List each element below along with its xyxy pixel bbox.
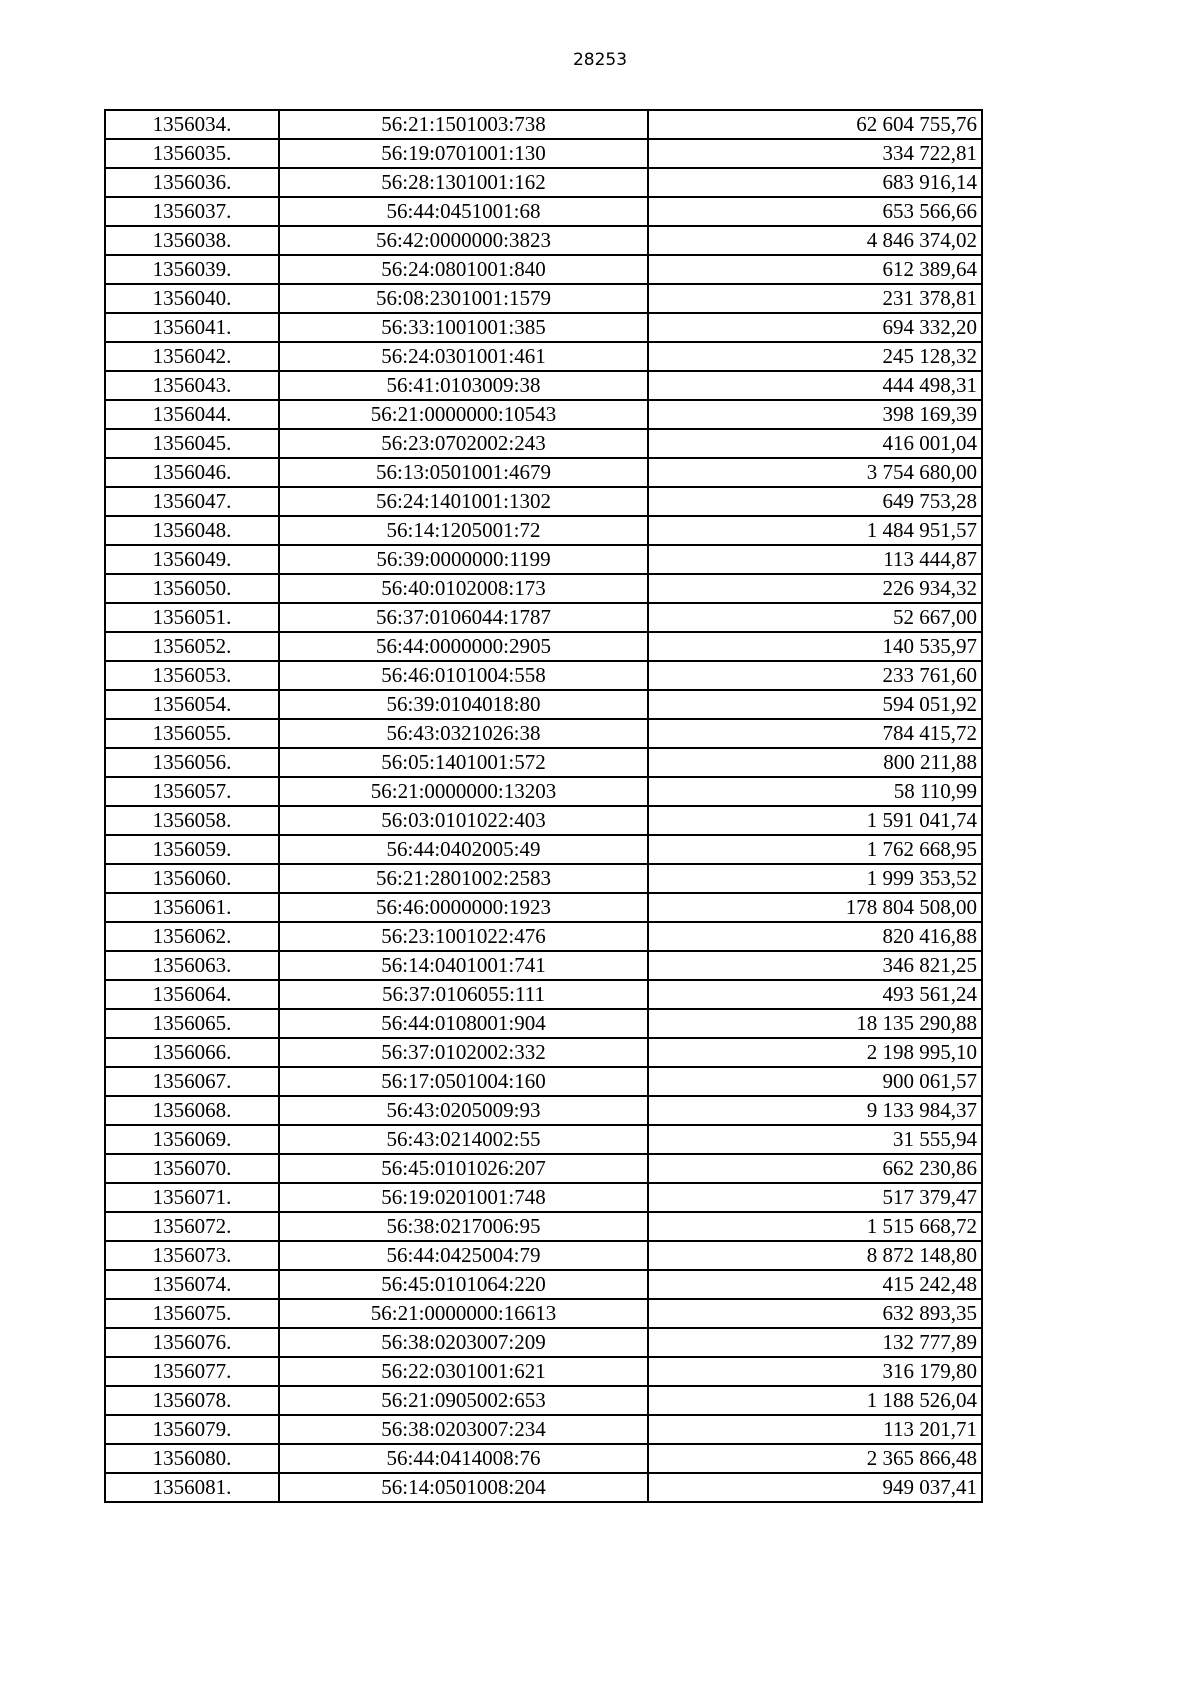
cadastral-value-cell: 2 198 995,10 bbox=[648, 1038, 982, 1067]
row-number-cell: 1356034. bbox=[105, 110, 279, 139]
cadastral-number-cell: 56:40:0102008:173 bbox=[279, 574, 648, 603]
cadastral-number-cell: 56:21:2801002:2583 bbox=[279, 864, 648, 893]
row-number-cell: 1356058. bbox=[105, 806, 279, 835]
table-row bbox=[105, 1328, 982, 1357]
row-number-cell: 1356078. bbox=[105, 1386, 279, 1415]
cadastral-value-cell: 398 169,39 bbox=[648, 400, 982, 429]
row-number-cell: 1356080. bbox=[105, 1444, 279, 1473]
cadastral-value-cell: 245 128,32 bbox=[648, 342, 982, 371]
cadastral-number-cell: 56:38:0203007:234 bbox=[279, 1415, 648, 1444]
table-row bbox=[105, 806, 982, 835]
cadastral-value-cell: 444 498,31 bbox=[648, 371, 982, 400]
row-number-cell: 1356048. bbox=[105, 516, 279, 545]
row-number-cell: 1356040. bbox=[105, 284, 279, 313]
cadastral-number-cell: 56:38:0203007:209 bbox=[279, 1328, 648, 1357]
cadastral-value-cell: 1 515 668,72 bbox=[648, 1212, 982, 1241]
table-row bbox=[105, 574, 982, 603]
cadastral-number-cell: 56:44:0402005:49 bbox=[279, 835, 648, 864]
table-row bbox=[105, 226, 982, 255]
page-number: 28253 bbox=[572, 50, 628, 70]
cadastral-number-cell: 56:21:0000000:10543 bbox=[279, 400, 648, 429]
row-number-cell: 1356042. bbox=[105, 342, 279, 371]
cadastral-value-cell: 1 762 668,95 bbox=[648, 835, 982, 864]
table-row bbox=[105, 516, 982, 545]
cadastral-number-cell: 56:44:0000000:2905 bbox=[279, 632, 648, 661]
table-row bbox=[105, 255, 982, 284]
cadastral-value-cell: 653 566,66 bbox=[648, 197, 982, 226]
cadastral-value-cell: 132 777,89 bbox=[648, 1328, 982, 1357]
cadastral-number-cell: 56:21:0000000:16613 bbox=[279, 1299, 648, 1328]
row-number-cell: 1356077. bbox=[105, 1357, 279, 1386]
row-number-cell: 1356052. bbox=[105, 632, 279, 661]
table-row bbox=[105, 1473, 982, 1502]
row-number-cell: 1356059. bbox=[105, 835, 279, 864]
table-row bbox=[105, 458, 982, 487]
cadastral-value-cell: 3 754 680,00 bbox=[648, 458, 982, 487]
row-number-cell: 1356060. bbox=[105, 864, 279, 893]
row-number-cell: 1356036. bbox=[105, 168, 279, 197]
row-number-cell: 1356054. bbox=[105, 690, 279, 719]
table-row bbox=[105, 139, 982, 168]
cadastral-value-cell: 113 444,87 bbox=[648, 545, 982, 574]
cadastral-number-cell: 56:39:0000000:1199 bbox=[279, 545, 648, 574]
table-row bbox=[105, 342, 982, 371]
row-number-cell: 1356066. bbox=[105, 1038, 279, 1067]
cadastral-number-cell: 56:23:1001022:476 bbox=[279, 922, 648, 951]
cadastral-number-cell: 56:03:0101022:403 bbox=[279, 806, 648, 835]
cadastral-value-cell: 1 188 526,04 bbox=[648, 1386, 982, 1415]
table-row bbox=[105, 922, 982, 951]
cadastral-value-cell: 113 201,71 bbox=[648, 1415, 982, 1444]
row-number-cell: 1356071. bbox=[105, 1183, 279, 1212]
cadastral-number-cell: 56:38:0217006:95 bbox=[279, 1212, 648, 1241]
cadastral-value-cell: 662 230,86 bbox=[648, 1154, 982, 1183]
table-row bbox=[105, 603, 982, 632]
cadastral-value-cell: 2 365 866,48 bbox=[648, 1444, 982, 1473]
cadastral-number-cell: 56:17:0501004:160 bbox=[279, 1067, 648, 1096]
table-row bbox=[105, 980, 982, 1009]
cadastral-value-cell: 493 561,24 bbox=[648, 980, 982, 1009]
row-number-cell: 1356061. bbox=[105, 893, 279, 922]
table-body bbox=[105, 110, 982, 1502]
table-row bbox=[105, 748, 982, 777]
row-number-cell: 1356074. bbox=[105, 1270, 279, 1299]
row-number-cell: 1356063. bbox=[105, 951, 279, 980]
cadastral-number-cell: 56:13:0501001:4679 bbox=[279, 458, 648, 487]
row-number-cell: 1356038. bbox=[105, 226, 279, 255]
row-number-cell: 1356043. bbox=[105, 371, 279, 400]
table-row bbox=[105, 197, 982, 226]
cadastral-value-cell: 4 846 374,02 bbox=[648, 226, 982, 255]
row-number-cell: 1356055. bbox=[105, 719, 279, 748]
cadastral-number-cell: 56:44:0451001:68 bbox=[279, 197, 648, 226]
row-number-cell: 1356057. bbox=[105, 777, 279, 806]
cadastral-number-cell: 56:19:0701001:130 bbox=[279, 139, 648, 168]
row-number-cell: 1356051. bbox=[105, 603, 279, 632]
table-row bbox=[105, 110, 982, 139]
row-number-cell: 1356076. bbox=[105, 1328, 279, 1357]
row-number-cell: 1356072. bbox=[105, 1212, 279, 1241]
cadastral-value-cell: 31 555,94 bbox=[648, 1125, 982, 1154]
table-row bbox=[105, 777, 982, 806]
row-number-cell: 1356037. bbox=[105, 197, 279, 226]
row-number-cell: 1356064. bbox=[105, 980, 279, 1009]
cadastral-number-cell: 56:05:1401001:572 bbox=[279, 748, 648, 777]
row-number-cell: 1356075. bbox=[105, 1299, 279, 1328]
cadastral-number-cell: 56:46:0000000:1923 bbox=[279, 893, 648, 922]
cadastral-number-cell: 56:39:0104018:80 bbox=[279, 690, 648, 719]
table-row bbox=[105, 1299, 982, 1328]
cadastral-number-cell: 56:42:0000000:3823 bbox=[279, 226, 648, 255]
table-row bbox=[105, 893, 982, 922]
table-row bbox=[105, 1241, 982, 1270]
row-number-cell: 1356049. bbox=[105, 545, 279, 574]
table-row bbox=[105, 835, 982, 864]
table-row bbox=[105, 1067, 982, 1096]
table-row bbox=[105, 719, 982, 748]
table-row bbox=[105, 1125, 982, 1154]
cadastral-number-cell: 56:37:0106044:1787 bbox=[279, 603, 648, 632]
cadastral-number-cell: 56:14:0501008:204 bbox=[279, 1473, 648, 1502]
cadastral-number-cell: 56:43:0205009:93 bbox=[279, 1096, 648, 1125]
cadastral-number-cell: 56:24:0301001:461 bbox=[279, 342, 648, 371]
row-number-cell: 1356046. bbox=[105, 458, 279, 487]
table-row bbox=[105, 284, 982, 313]
row-number-cell: 1356062. bbox=[105, 922, 279, 951]
table-row bbox=[105, 1357, 982, 1386]
cadastral-value-cell: 1 591 041,74 bbox=[648, 806, 982, 835]
cadastral-value-cell: 900 061,57 bbox=[648, 1067, 982, 1096]
cadastral-value-cell: 316 179,80 bbox=[648, 1357, 982, 1386]
row-number-cell: 1356053. bbox=[105, 661, 279, 690]
row-number-cell: 1356069. bbox=[105, 1125, 279, 1154]
cadastral-value-cell: 1 484 951,57 bbox=[648, 516, 982, 545]
table-row bbox=[105, 487, 982, 516]
table-row bbox=[105, 864, 982, 893]
cadastral-number-cell: 56:21:1501003:738 bbox=[279, 110, 648, 139]
cadastral-value-cell: 683 916,14 bbox=[648, 168, 982, 197]
cadastral-value-cell: 820 416,88 bbox=[648, 922, 982, 951]
cadastral-value-cell: 1 999 353,52 bbox=[648, 864, 982, 893]
cadastral-value-cell: 9 133 984,37 bbox=[648, 1096, 982, 1125]
table-row bbox=[105, 400, 982, 429]
cadastral-value-cell: 632 893,35 bbox=[648, 1299, 982, 1328]
row-number-cell: 1356041. bbox=[105, 313, 279, 342]
table-row bbox=[105, 1212, 982, 1241]
cadastral-number-cell: 56:37:0106055:111 bbox=[279, 980, 648, 1009]
row-number-cell: 1356039. bbox=[105, 255, 279, 284]
cadastral-value-cell: 8 872 148,80 bbox=[648, 1241, 982, 1270]
cadastral-value-cell: 800 211,88 bbox=[648, 748, 982, 777]
cadastral-number-cell: 56:21:0000000:13203 bbox=[279, 777, 648, 806]
cadastral-number-cell: 56:21:0905002:653 bbox=[279, 1386, 648, 1415]
cadastral-number-cell: 56:45:0101026:207 bbox=[279, 1154, 648, 1183]
table-row bbox=[105, 168, 982, 197]
table-row bbox=[105, 371, 982, 400]
row-number-cell: 1356070. bbox=[105, 1154, 279, 1183]
cadastral-number-cell: 56:23:0702002:243 bbox=[279, 429, 648, 458]
cadastral-value-cell: 140 535,97 bbox=[648, 632, 982, 661]
cadastral-number-cell: 56:14:1205001:72 bbox=[279, 516, 648, 545]
cadastral-number-cell: 56:33:1001001:385 bbox=[279, 313, 648, 342]
row-number-cell: 1356045. bbox=[105, 429, 279, 458]
table-row bbox=[105, 1444, 982, 1473]
table-row bbox=[105, 1270, 982, 1299]
row-number-cell: 1356068. bbox=[105, 1096, 279, 1125]
cadastral-value-cell: 784 415,72 bbox=[648, 719, 982, 748]
table-row bbox=[105, 1154, 982, 1183]
row-number-cell: 1356073. bbox=[105, 1241, 279, 1270]
table-row bbox=[105, 690, 982, 719]
table-row bbox=[105, 1415, 982, 1444]
cadastral-value-cell: 415 242,48 bbox=[648, 1270, 982, 1299]
cadastral-value-cell: 178 804 508,00 bbox=[648, 893, 982, 922]
cadastral-number-cell: 56:24:1401001:1302 bbox=[279, 487, 648, 516]
row-number-cell: 1356067. bbox=[105, 1067, 279, 1096]
cadastral-value-cell: 517 379,47 bbox=[648, 1183, 982, 1212]
cadastral-value-cell: 694 332,20 bbox=[648, 313, 982, 342]
table-row bbox=[105, 661, 982, 690]
cadastral-value-cell: 949 037,41 bbox=[648, 1473, 982, 1502]
cadastral-number-cell: 56:45:0101064:220 bbox=[279, 1270, 648, 1299]
cadastral-value-cell: 226 934,32 bbox=[648, 574, 982, 603]
cadastral-number-cell: 56:44:0414008:76 bbox=[279, 1444, 648, 1473]
row-number-cell: 1356050. bbox=[105, 574, 279, 603]
row-number-cell: 1356047. bbox=[105, 487, 279, 516]
table-row bbox=[105, 313, 982, 342]
cadastral-number-cell: 56:24:0801001:840 bbox=[279, 255, 648, 284]
cadastral-number-cell: 56:43:0214002:55 bbox=[279, 1125, 648, 1154]
cadastral-value-cell: 233 761,60 bbox=[648, 661, 982, 690]
row-number-cell: 1356065. bbox=[105, 1009, 279, 1038]
cadastral-number-cell: 56:22:0301001:621 bbox=[279, 1357, 648, 1386]
row-number-cell: 1356079. bbox=[105, 1415, 279, 1444]
table-row bbox=[105, 1386, 982, 1415]
table-row bbox=[105, 1009, 982, 1038]
cadastral-number-cell: 56:08:2301001:1579 bbox=[279, 284, 648, 313]
row-number-cell: 1356044. bbox=[105, 400, 279, 429]
cadastral-number-cell: 56:44:0108001:904 bbox=[279, 1009, 648, 1038]
table-row bbox=[105, 545, 982, 574]
cadastral-number-cell: 56:44:0425004:79 bbox=[279, 1241, 648, 1270]
cadastral-number-cell: 56:14:0401001:741 bbox=[279, 951, 648, 980]
cadastral-value-cell: 334 722,81 bbox=[648, 139, 982, 168]
cadastral-value-cell: 231 378,81 bbox=[648, 284, 982, 313]
table-row bbox=[105, 1038, 982, 1067]
cadastral-value-cell: 58 110,99 bbox=[648, 777, 982, 806]
cadastral-value-table bbox=[104, 109, 983, 1503]
cadastral-number-cell: 56:46:0101004:558 bbox=[279, 661, 648, 690]
cadastral-value-cell: 346 821,25 bbox=[648, 951, 982, 980]
cadastral-value-cell: 612 389,64 bbox=[648, 255, 982, 284]
cadastral-value-cell: 52 667,00 bbox=[648, 603, 982, 632]
row-number-cell: 1356081. bbox=[105, 1473, 279, 1502]
cadastral-number-cell: 56:41:0103009:38 bbox=[279, 371, 648, 400]
table-row bbox=[105, 429, 982, 458]
table-row bbox=[105, 632, 982, 661]
cadastral-number-cell: 56:37:0102002:332 bbox=[279, 1038, 648, 1067]
cadastral-value-cell: 62 604 755,76 bbox=[648, 110, 982, 139]
table-row bbox=[105, 951, 982, 980]
cadastral-number-cell: 56:43:0321026:38 bbox=[279, 719, 648, 748]
cadastral-number-cell: 56:19:0201001:748 bbox=[279, 1183, 648, 1212]
cadastral-value-cell: 594 051,92 bbox=[648, 690, 982, 719]
cadastral-number-cell: 56:28:1301001:162 bbox=[279, 168, 648, 197]
cadastral-value-cell: 18 135 290,88 bbox=[648, 1009, 982, 1038]
table-row bbox=[105, 1096, 982, 1125]
table-row bbox=[105, 1183, 982, 1212]
row-number-cell: 1356035. bbox=[105, 139, 279, 168]
cadastral-value-cell: 416 001,04 bbox=[648, 429, 982, 458]
row-number-cell: 1356056. bbox=[105, 748, 279, 777]
cadastral-value-cell: 649 753,28 bbox=[648, 487, 982, 516]
